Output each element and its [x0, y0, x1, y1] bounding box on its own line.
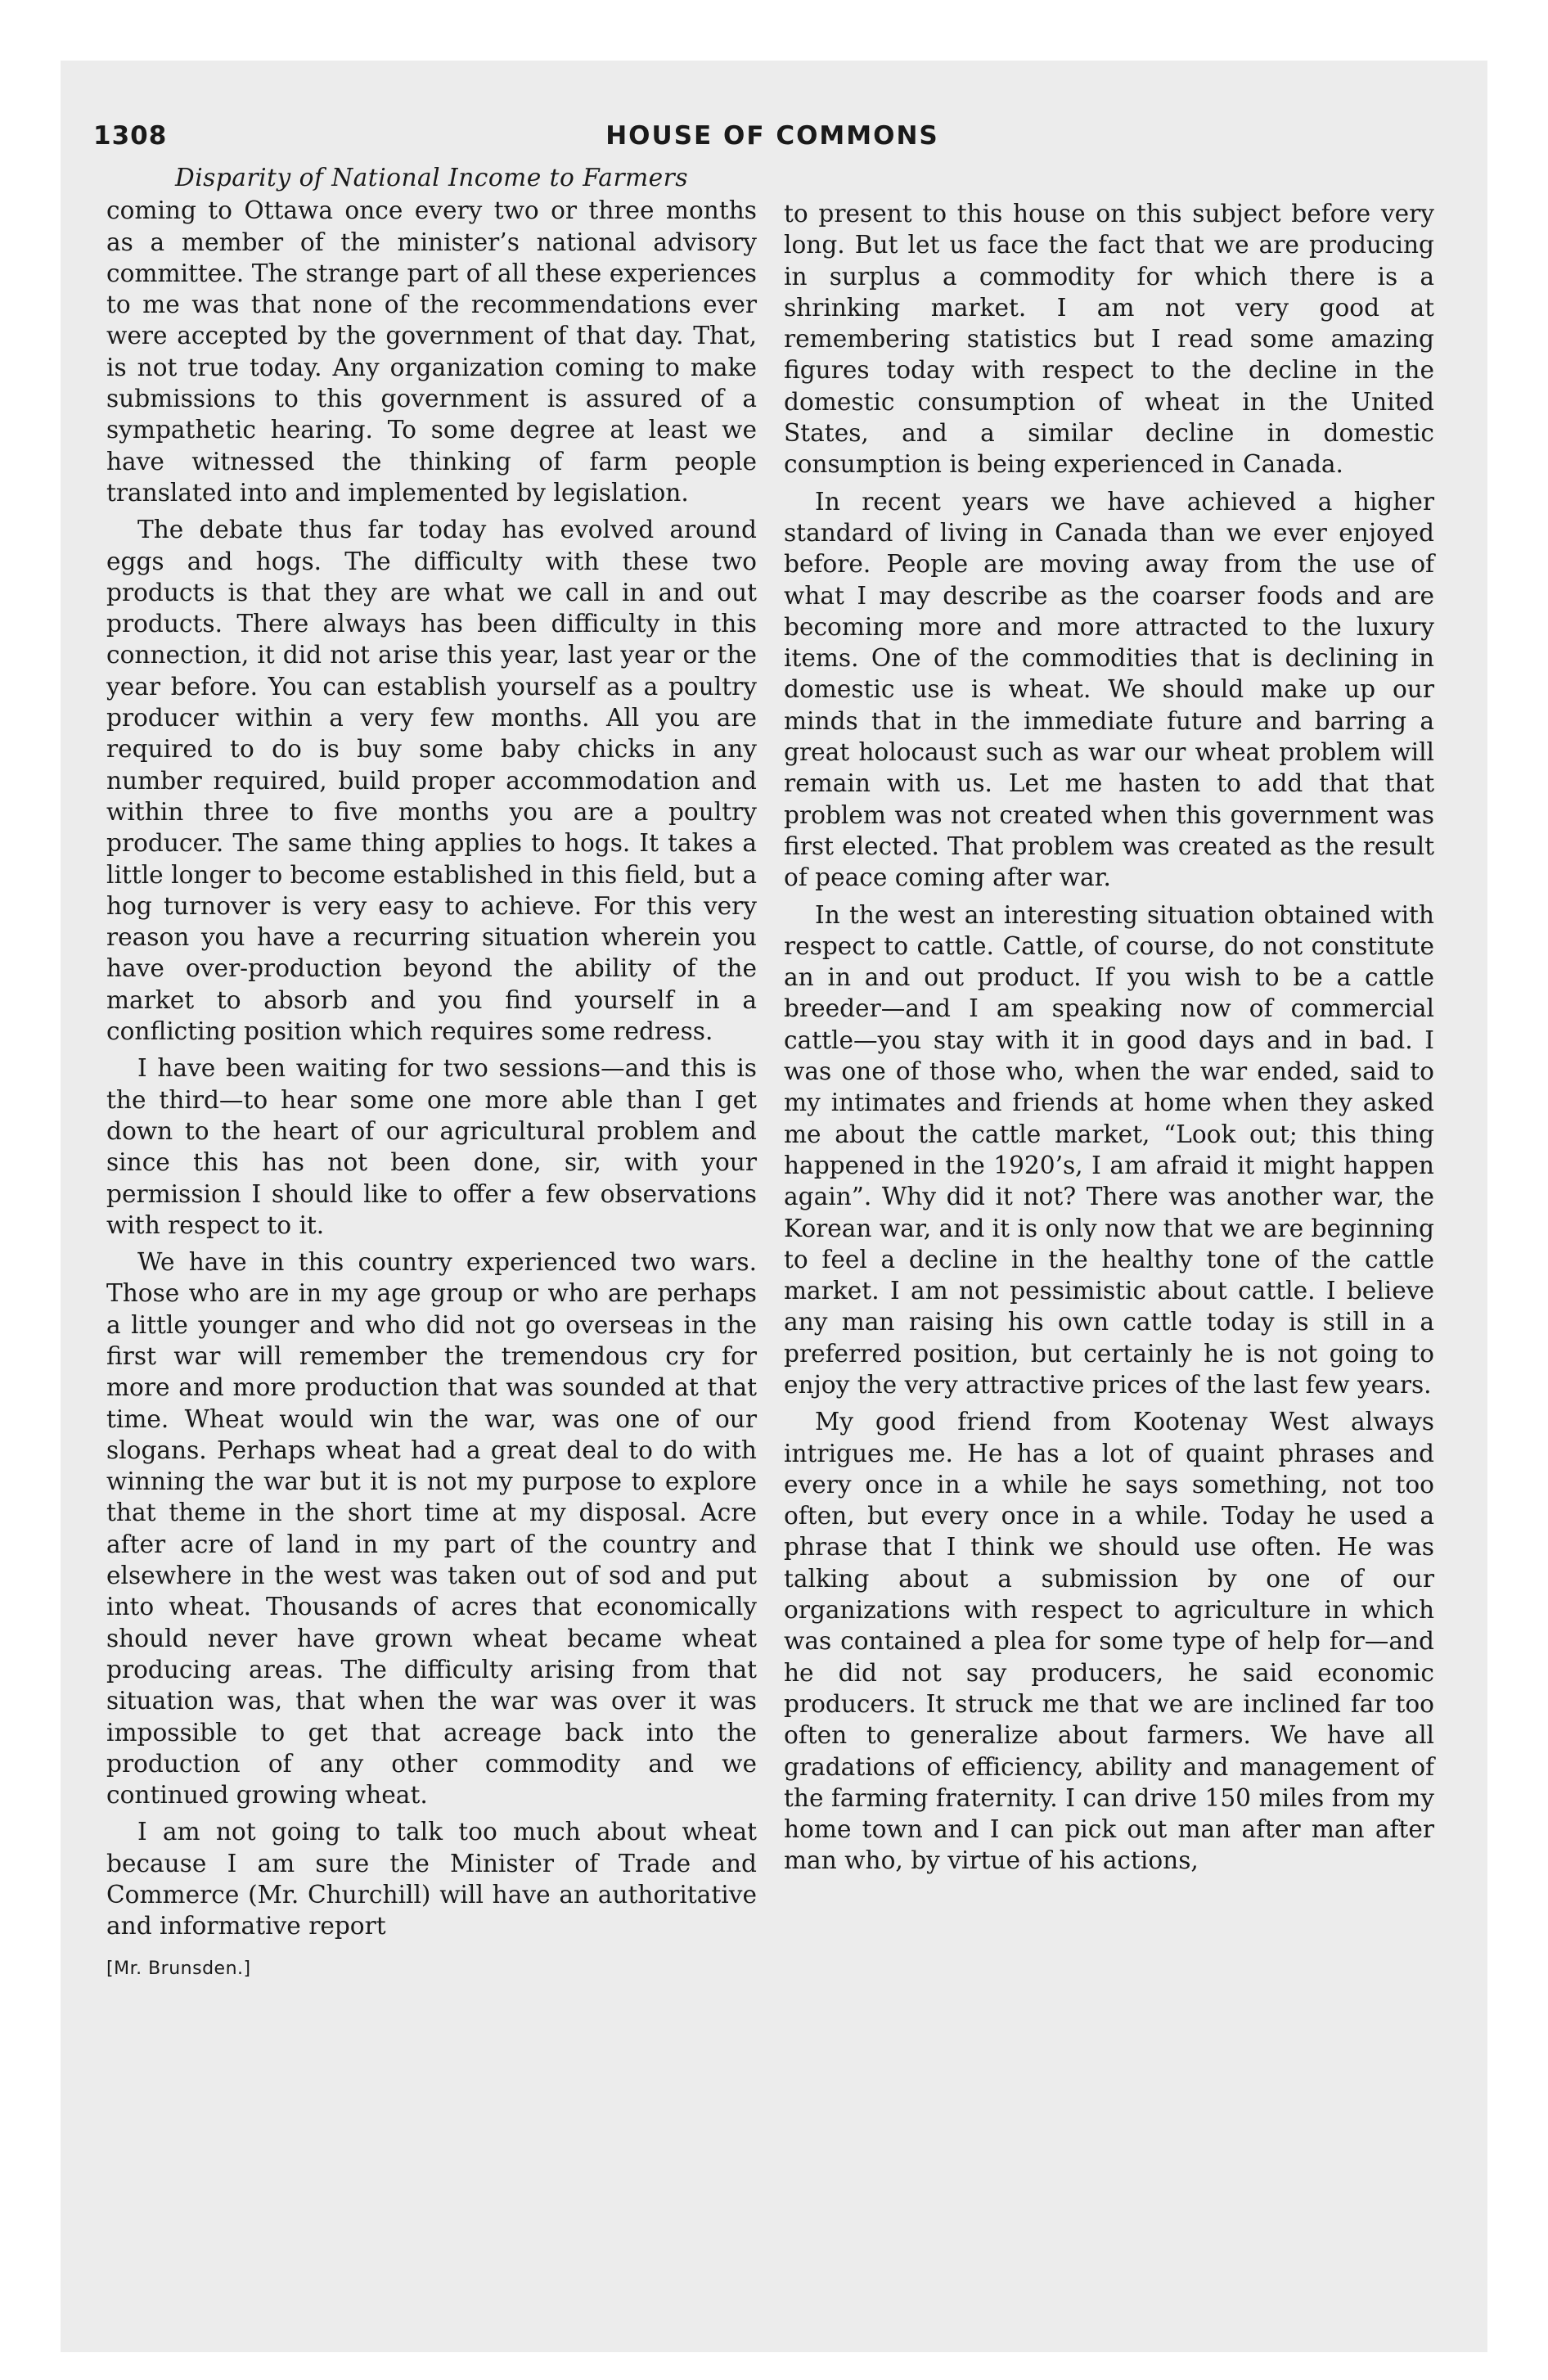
- paragraph: I am not going to talk too much about wheat because I am sure the Minister of Trade and Commerce (Mr. Churchill) will have an authoritative and informative report: [106, 1818, 757, 1941]
- paragraph: The debate thus far today has evolved around eggs and hogs. The difficulty with these two products is that they are what we call in and out products. There always has been difficulty in this connection, it did not arise this year, last year or the year before. You can establish yourself as a poultry producer within a very few months. All you are required to do is buy some baby chicks in any number required, build proper accommodation and within three to five months you are a poultry producer. The same thing applies to hogs. It takes a little longer to become established in this field, but a hog turnover is very easy to achieve. For this very reason you have a recurring situation wherein you have over-production beyond the ability of the market to absorb and you find yourself in a conflicting position which requires some redress.: [106, 516, 757, 1046]
- journal-title: HOUSE OF COMMONS: [605, 121, 939, 151]
- paragraph: I have been waiting for two sessions—and this is the third—to hear some one more able than I get down to the heart of our agricultural problem and since this has not been done, sir, with your permission I should like to offer a few observations with respect to it.: [106, 1054, 757, 1239]
- paragraph: In recent years we have achieved a higher standard of living in Canada than we ever enjoyed before. People are moving away from the use of what I may describe as the coarser foods and are becoming more and more attracted to the luxury items. One of the commodities that is declining in domestic use is wheat. We should make up our minds that in the immediate future and barring a great holocaust such as war our wheat problem will remain with us. Let me hasten to add that that problem was not created when this government was first elected. That problem was created as the result of peace coming after war.: [784, 487, 1434, 892]
- subject-heading: Disparity of National Income to Farmers: [174, 164, 689, 192]
- paragraph: We have in this country experienced two wars. Those who are in my age group or who are perhaps a little younger and who did not go overseas in the first war will remember the tremendous cry for more and more production that was sounded at that time. Wheat would win the war, was one of our slogans. Perhaps wheat had a great deal to do with winning the war but it is not my purpose to explore that theme in the short time at my disposal. Acre after acre of land in my part of the country and elsewhere in the west was taken out of sod and put into wheat. Thousands of acres that economically should never have grown wheat became wheat producing areas. The difficulty arising from that situation was, that when the war was over it was impossible to get that acreage back into the production of any other commodity and we continued growing wheat.: [106, 1248, 757, 1810]
- paragraph: to present to this house on this subject before very long. But let us face the fact that we are producing in surplus a commodity for which there is a shrinking market. I am not very good at remembering statistics but I read some amazing figures today with respect to the decline in the domestic consumption of wheat in the United States, and a similar decline in domestic consumption is being experienced in Canada.: [784, 200, 1434, 479]
- paragraph: My good friend from Kootenay West always intrigues me. He has a lot of quaint phrases and every once in a while he says something, not too often, but every once in a while. Today he used a phrase that I think we should use often. He was talking about a submission by one of our organizations with respect to agriculture in which was contained a plea for some type of help for—and he did not say producers, he said economic producers. It struck me that we are inclined far too often to generalize about farmers. We have all gradations of efficiency, ability and management of the farming fraternity. I can drive 150 miles from my home town and I can pick out man after man after man who, by virtue of his actions,: [784, 1408, 1434, 1875]
- speaker-note: [Mr. Brunsden.]: [106, 1958, 251, 1979]
- paragraph: coming to Ottawa once every two or three months as a member of the minister’s national advisory committee. The strange part of all these experiences to me was that none of the recommendations ever were accepted by the government of that day. That, is not true today. Any organization coming to make submissions to this government is assured of a sympathetic hearing. To some degree at least we have witnessed the thinking of farm people translated into and implemented by legislation.: [106, 196, 757, 507]
- right-column: [784, 198, 1434, 1882]
- left-column: [106, 162, 757, 1985]
- page-number: 1308: [93, 121, 168, 151]
- paragraph: In the west an interesting situation obtained with respect to cattle. Cattle, of course, do not constitute an in and out product. If you wish to be a cattle breeder—and I am speaking now of commercial cattle—you stay with it in good days and in bad. I was one of those who, when the war ended, said to my intimates and friends at home when they asked me about the cattle market, “Look out; this thing happened in the 1920’s, I am afraid it might happen again”. Why did it not? There was another war, the Korean war, and it is only now that we are beginning to feel a decline in the healthy tone of the cattle market. I am not pessimistic about cattle. I believe any man raising his own cattle today is still in a preferred position, but certainly he is not going to enjoy the very attractive prices of the last few years.: [784, 900, 1434, 1399]
